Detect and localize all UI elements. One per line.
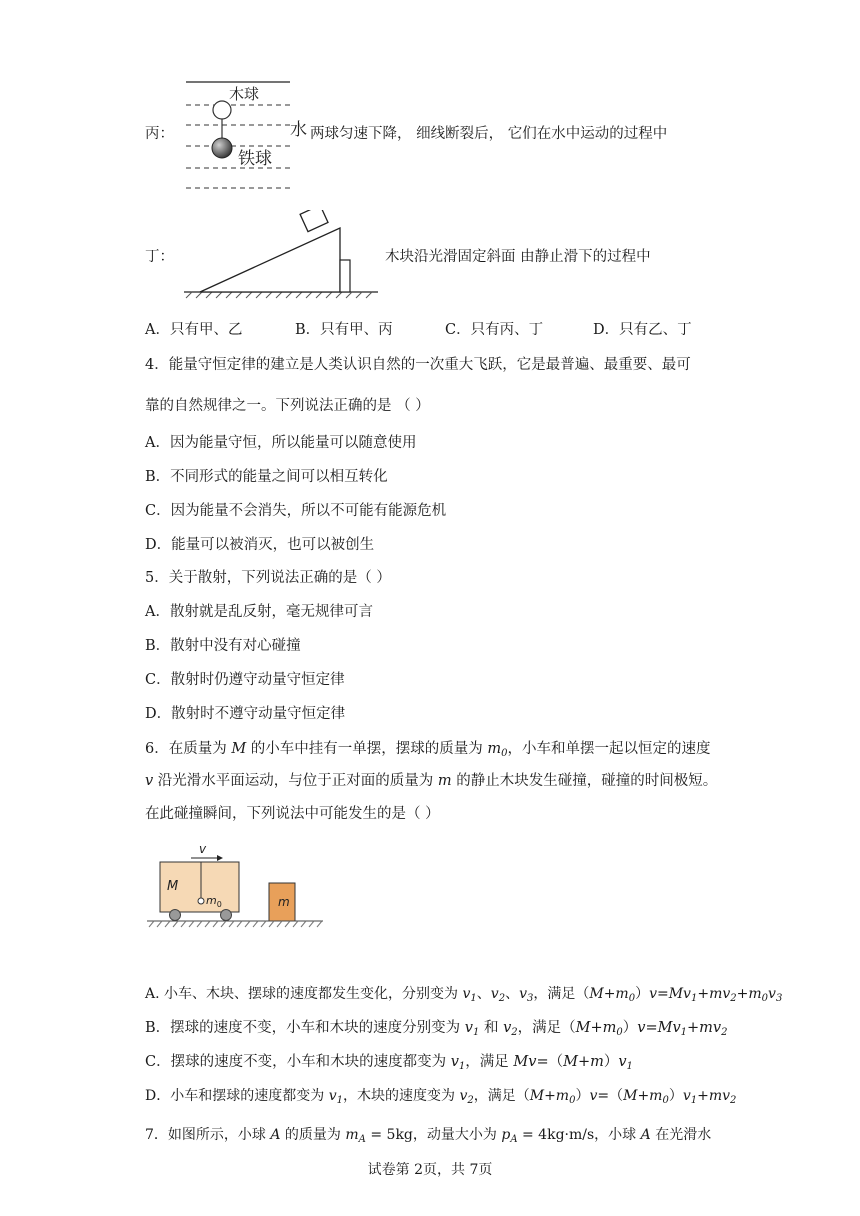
- iron-ball-label: 铁球: [238, 149, 272, 169]
- incline: [200, 228, 340, 292]
- incline-support: [340, 260, 350, 292]
- water-dashes: [186, 105, 290, 188]
- ding-label: 丁：: [145, 249, 174, 265]
- block-mass-label: m: [278, 895, 290, 909]
- q6-figure: [145, 838, 325, 928]
- bing-figure: [180, 78, 310, 196]
- q6-option-c: C．摆球的速度不变，小车和木块的速度都变为 $v_1$，满足 $Mv=(M+m)v_1$: [145, 1054, 633, 1072]
- pendulum-bob: [198, 898, 204, 904]
- bob-mass-label: $m_0$: [206, 894, 222, 909]
- q6-stem-line2: v 沿光滑水平面运动，与位于正对面的质量为 m 的静止木块发生碰撞，碰撞的时间极短。: [145, 773, 718, 789]
- ding-text: 木块沿光滑固定斜面 由静止滑下的过程中: [385, 249, 651, 265]
- q7-stem-line1: 7．如图所示，小球 A 的质量为 $m_A = 5kg$，动量大小为 $p_A = 4kg\cdot m/s$，小球 A 在光滑水: [145, 1127, 712, 1145]
- velocity-label: v: [199, 842, 207, 856]
- ground-hatching: [186, 292, 372, 298]
- page-footer: 试卷第 2页，共 7页: [367, 1162, 493, 1178]
- q3-option-d: D．只有乙、丁: [593, 322, 692, 338]
- q6-option-d: D．小车和摆球的速度都变为 $v_1$，木块的速度变为 $v_2$，满足$(M+m_0)v=(M+m_0)v_1+mv_2$: [145, 1088, 737, 1106]
- q3-option-b: B．只有甲、丙: [295, 322, 393, 338]
- water-label: 水: [290, 120, 307, 140]
- q5-stem: 5．关于散射，下列说法正确的是（ ）: [145, 570, 391, 586]
- q4-option-c: C．因为能量不会消失，所以不可能有能源危机: [145, 503, 447, 519]
- q4-option-d: D．能量可以被消灭，也可以被创生: [145, 537, 375, 553]
- bing-text: 两球匀速下降， 细线断裂后， 它们在水中运动的过程中: [310, 126, 668, 142]
- q5-option-b: B．散射中没有对心碰撞: [145, 638, 301, 654]
- wood-block: [300, 210, 328, 232]
- cart-wheel-left: [170, 910, 181, 921]
- ding-figure: [180, 210, 380, 300]
- q4-option-b: B．不同形式的能量之间可以相互转化: [145, 469, 388, 485]
- cart-mass-label: M: [167, 879, 179, 894]
- q3-option-a: A．只有甲、乙: [145, 322, 243, 338]
- bing-label: 丙：: [145, 126, 174, 142]
- q6-option-b: B．摆球的速度不变，小车和木块的速度分别变为 $v_1$ 和 $v_2$，满足$(M+m_0)v=Mv_1+mv_2$: [145, 1020, 728, 1038]
- cart-wheel-right: [221, 910, 232, 921]
- q6-ground-hatching: [149, 921, 322, 927]
- velocity-arrow-head: [217, 855, 223, 861]
- q5-option-a: A．散射就是乱反射，毫无规律可言: [145, 604, 373, 620]
- q5-option-d: D．散射时不遵守动量守恒定律: [145, 706, 346, 722]
- q3-option-c: C．只有丙、丁: [445, 322, 544, 338]
- q4-stem-line2: 靠的自然规律之一。下列说法正确的是 （ ）: [145, 398, 430, 414]
- wood-ball: [213, 101, 231, 119]
- q6-stem-line1: 6．在质量为 M 的小车中挂有一单摆，摆球的质量为 $m_0$，小车和单摆一起以恒定的速度: [145, 741, 711, 759]
- q6-stem-line3: 在此碰撞瞬间，下列说法中可能发生的是（ ）: [145, 806, 440, 822]
- q4-option-a: A．因为能量守恒，所以能量可以随意使用: [145, 435, 417, 451]
- q5-option-c: C．散射时仍遵守动量守恒定律: [145, 672, 345, 688]
- iron-ball: [212, 138, 232, 158]
- q6-option-a: A. 小车、木块、摆球的速度都发生变化，分别变为 $v_1$、$v_2$、$v_3$，满足$(M+m_0)v=Mv_1+mv_2+m_0v_3$: [145, 986, 783, 1004]
- q4-stem-line1: 4．能量守恒定律的建立是人类认识自然的一次重大飞跃，它是最普遍、最重要、最可: [145, 357, 691, 373]
- wood-ball-label: 木球: [229, 85, 260, 103]
